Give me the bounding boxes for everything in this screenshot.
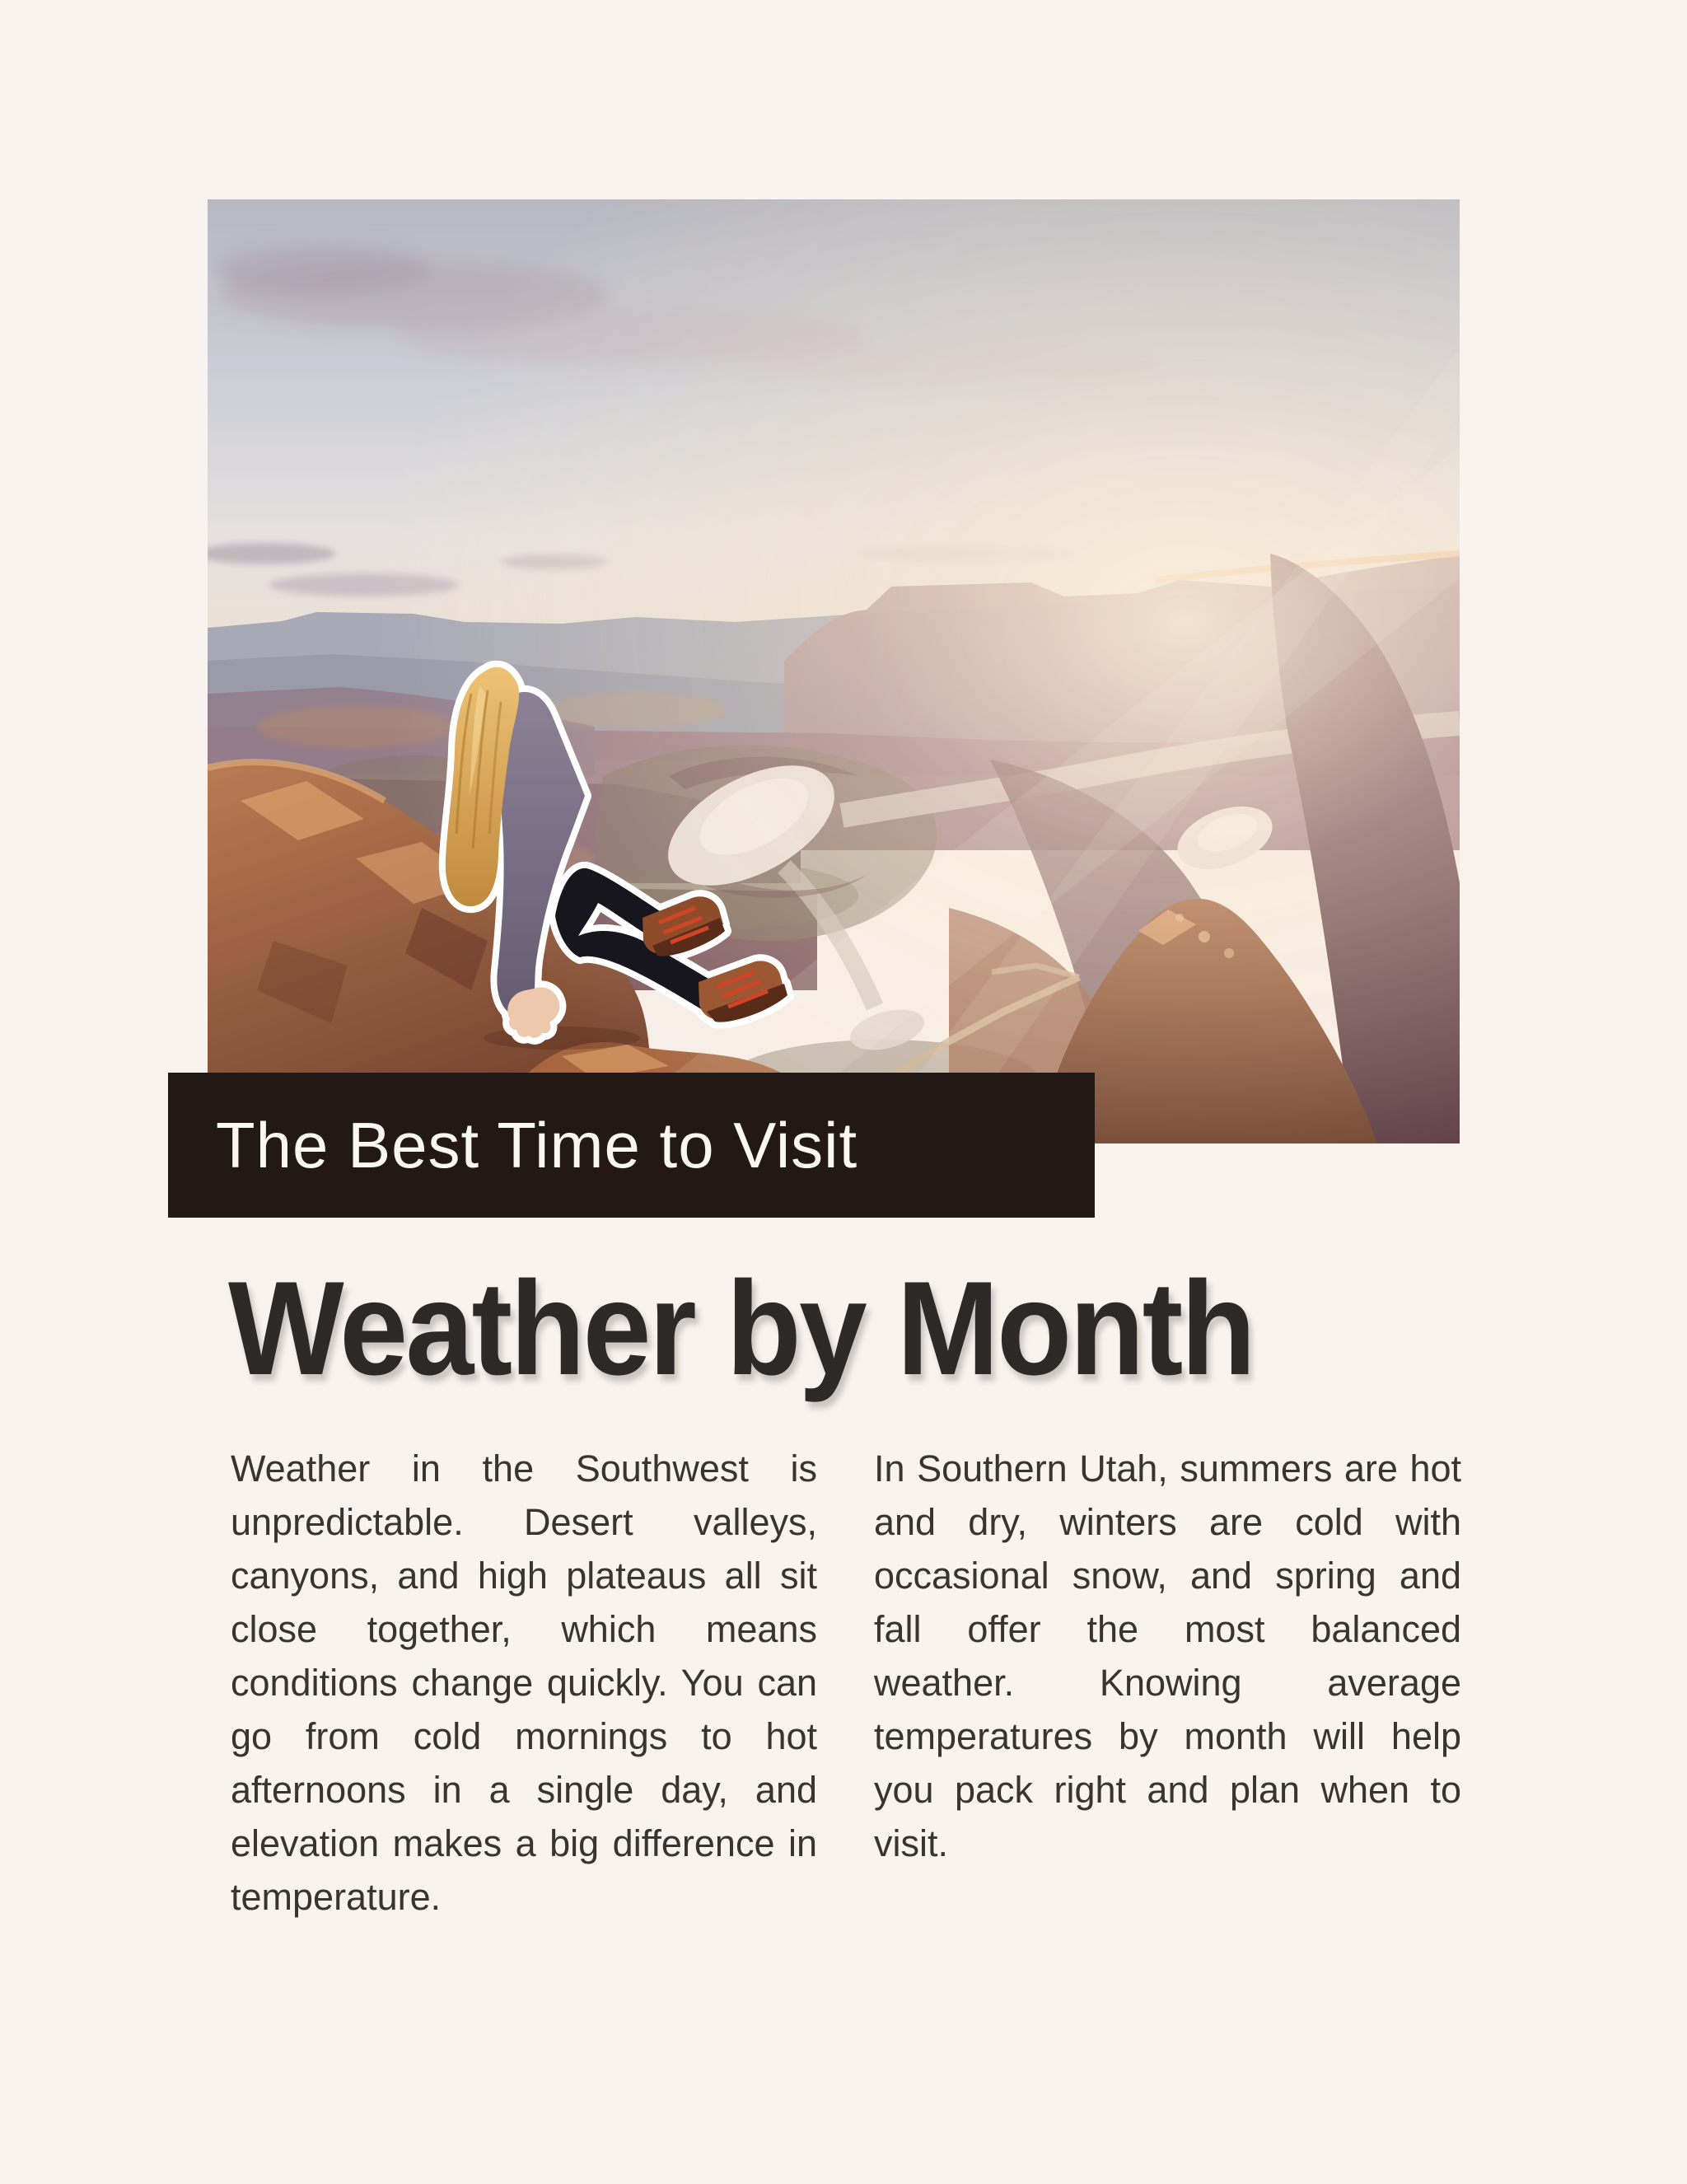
hero-photo [208,199,1460,1143]
paragraph: In Southern Utah, summers are hot and dry, winters are cold with occasional snow, and spring and fall offer the most balanced weather. Knowing average temperatures by month will help you pack right and plan when to visit. [874,1447,1461,1864]
page-title: Weather by Month [228,1254,1254,1403]
banner-label: The Best Time to Visit [216,1109,858,1181]
body-column-right [874,1442,1461,1870]
paragraph: Weather in the Southwest is unpredictable. Desert valleys, canyons, and high plateaus all sit close together, which means conditions change quickly. You can go from cold mornings to hot afternoons in a single day, and elevation makes a big difference in temperature. [231,1447,817,1918]
body-column-left [231,1442,817,1924]
sun-glow [208,199,1460,1143]
section-banner [168,1073,1095,1218]
canyon-scene [208,199,1460,1143]
